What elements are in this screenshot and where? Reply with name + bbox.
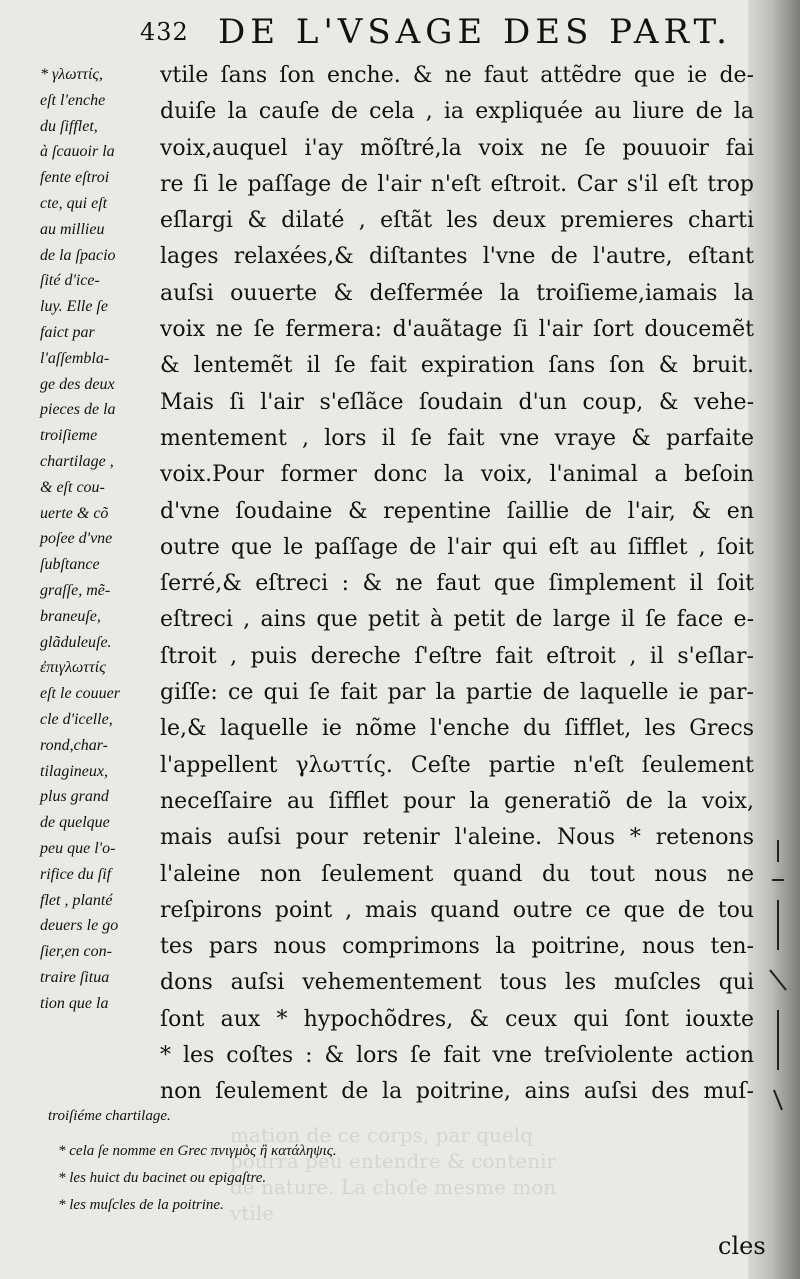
margin-line: flet , planté: [40, 891, 113, 909]
bleed-through-marks-icon: [764, 840, 792, 1120]
margin-line: ge des deux: [40, 375, 115, 393]
margin-line: de quelque: [40, 814, 110, 832]
margin-line: tilagineux,: [40, 762, 108, 780]
margin-line: troiſieme: [40, 427, 98, 445]
main-text-block: [160, 58, 754, 1111]
margin-line: pieces de la: [40, 401, 116, 419]
margin-line: chartilage ,: [40, 452, 114, 470]
footnote: * les muſcles de la poitrine.: [58, 1197, 224, 1213]
text-line: voix.Pour former donc la voix, l'animal a beſoin: [160, 462, 754, 488]
page-number: 432: [140, 18, 189, 46]
margin-line: graſſe, mẽ-: [40, 581, 111, 599]
text-line: re ſi le paſſage de l'air n'eſt eſtroit. Car s'il eſt trop: [160, 171, 754, 197]
margin-line: poſee d'vne: [40, 530, 113, 548]
text-line: giſſe: ce qui ſe fait par la partie de laquelle ie par-: [160, 680, 754, 706]
margin-line: au millieu: [40, 220, 105, 238]
margin-line: ſier,en con-: [40, 943, 112, 961]
margin-line: glãduleuſe.: [40, 633, 112, 651]
margin-line: tion que la: [40, 994, 109, 1012]
text-line: outre que le paſſage de l'air qui eſt au ſifflet , ſoit: [160, 534, 754, 560]
page-gutter: [748, 0, 800, 1279]
text-line: mentement , lors il ſe fait vne vraye & parfaite: [160, 425, 754, 451]
text-line: ſerré,& eſtreci : & ne faut que ſimplement il ſoit: [160, 571, 754, 597]
text-line: reſpirons point , mais quand outre ce que de tou: [160, 897, 754, 923]
running-title: DE L'VSAGE DES PART.: [218, 12, 732, 52]
margin-note-tail: troiſiéme chartilage.: [48, 1108, 171, 1124]
margin-line: ſubſtance: [40, 556, 100, 574]
text-line: auſsi ouuerte & deſfermée la troiſieme,iamais la: [160, 280, 754, 306]
margin-line: deuers le go: [40, 917, 119, 935]
margin-line: braneuſe,: [40, 607, 101, 625]
margin-line: plus grand: [40, 788, 109, 806]
bleed-line: pourra peu entendre & contenir: [230, 1149, 557, 1173]
margin-line: cle d'icelle,: [40, 710, 113, 728]
text-line: dons auſsi vehementement tous les muſcles qui: [160, 970, 754, 996]
text-line: duiſe la cauſe de cela , ia expliquée au liure de la: [160, 99, 754, 125]
text-line: lages relaxées,& diſtantes l'vne de l'autre, eſtant: [160, 244, 754, 270]
margin-line: uerte & cõ: [40, 504, 109, 522]
margin-line: de la ſpacio: [40, 246, 116, 264]
margin-line: faict par: [40, 323, 95, 341]
catchword: cles: [718, 1232, 766, 1260]
bleed-line: mation de ce corps, par quelq: [230, 1123, 533, 1147]
text-line: * les coſtes : & lors ſe fait vne treſviolente action: [160, 1043, 754, 1069]
text-line: eſlargi & dilaté , eſtãt les deux premieres charti: [160, 208, 754, 234]
text-line: voix,auquel i'ay mõſtré,la voix ne ſe pouuoir fai: [160, 135, 754, 161]
text-line: l'appellent γλωττίς. Ceſte partie n'eſt ſeulement: [160, 752, 754, 778]
text-line: ſont aux * hypochõdres, & ceux qui ſont iouxte: [160, 1006, 754, 1032]
text-line: mais auſsi pour retenir l'aleine. Nous * retenons: [160, 825, 754, 851]
margin-line: ἐπιγλωττίς: [40, 659, 106, 677]
text-line: d'vne ſoudaine & repentine ſaillie de l'air, & en: [160, 498, 754, 524]
text-line: le,& laquelle ie nõme l'enche du ſifflet, les Grecs: [160, 716, 754, 742]
margin-line: eſt le couuer: [40, 685, 120, 703]
margin-line: cte, qui eſt: [40, 194, 108, 212]
margin-line: luy. Elle ſe: [40, 298, 108, 316]
margin-line: ſité d'ice-: [40, 272, 100, 290]
margin-line: traire ſitua: [40, 968, 110, 986]
text-line: vtile ſans ſon enche. & ne faut attẽdre que ie de-: [160, 63, 754, 88]
text-line: l'aleine non ſeulement quand du tout nous ne: [160, 861, 754, 887]
margin-line: du ſifflet,: [40, 117, 98, 135]
margin-line: * γλωττίς,: [40, 66, 103, 83]
margin-line: peu que l'o-: [40, 839, 116, 857]
text-line: non ſeulement de la poitrine, ains auſsi des muſ-: [160, 1079, 754, 1105]
margin-line: eſt l'enche: [40, 91, 106, 109]
text-line: neceſſaire au ſifflet pour la generatiõ de la voix,: [160, 788, 754, 814]
margin-line: & eſt cou-: [40, 478, 105, 496]
text-line: & lentemẽt il ſe fait expiration ſans ſon & bruit.: [160, 353, 754, 379]
footnotes: [58, 1138, 658, 1219]
margin-line: rond,char-: [40, 736, 108, 754]
text-line: voix ne ſe fermera: d'auãtage ſi l'air ſort doucemẽt: [160, 317, 754, 343]
bleed-line: vtile: [230, 1201, 274, 1225]
margin-note: [40, 62, 152, 1016]
text-line: Mais ſi l'air s'eſlãce ſoudain d'un coup, & vehe-: [160, 389, 754, 415]
bleed-line: de nature. La choſe mesme mon: [230, 1175, 557, 1199]
footnote: * les huict du bacinet ou epigaſtre.: [58, 1170, 267, 1186]
margin-line: à ſcauoir la: [40, 143, 115, 161]
text-line: ſtroit , puis dereche ſ'eſtre fait eſtroit , il s'eſlar-: [160, 643, 754, 669]
text-line: tes pars nous comprimons la poitrine, nous ten-: [160, 934, 754, 960]
margin-line: l'aſſembla-: [40, 349, 110, 367]
margin-line: fente eſtroi: [40, 169, 110, 187]
footnote: * cela ſe nomme en Grec πνιγμὸς ἢ κατάληψις.: [58, 1143, 337, 1159]
text-line: eſtreci , ains que petit à petit de large il ſe face e-: [160, 607, 754, 633]
page-header: [140, 12, 740, 52]
margin-line: rifice du ſif: [40, 865, 112, 883]
